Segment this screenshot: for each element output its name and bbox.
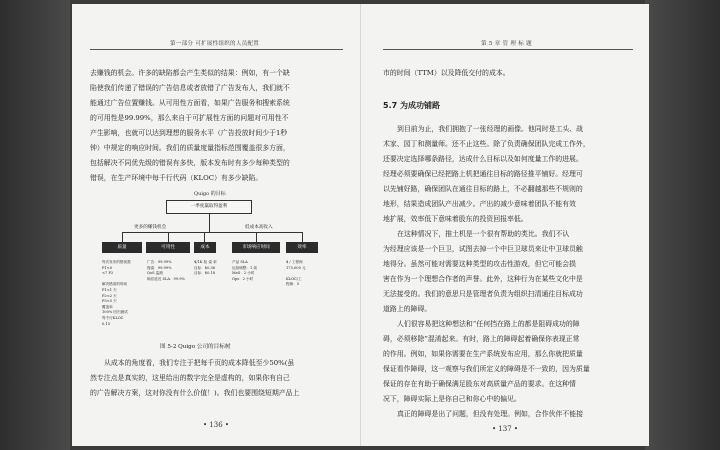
- group-label-more-chances: 更多的赚钱机会: [134, 225, 167, 230]
- text-line: 在这种情况下，推土机是一个很有帮助的类比。我们不认: [397, 230, 570, 238]
- left-header-rule: [90, 49, 343, 50]
- text-line: 保证的存在有助于确保满足股东对高质量产品的要求。在这种情: [383, 380, 576, 388]
- node-efficiency: 效率: [286, 242, 318, 253]
- text-line: 道路上的障碍。: [383, 305, 432, 313]
- text-line: 错误，在生产环境中每千行代码（KLOC）有多少缺陷。: [90, 174, 263, 182]
- figure-title: Quigo 的目标: [194, 191, 226, 197]
- text-line: 从成本的角度看，我们专注于把每千页的成本降低至少50%(虽: [104, 359, 295, 367]
- text-line: 经理必须要确保已经把路上机把通往目标的路径推平铺好。经理可: [383, 170, 583, 178]
- text-line: 市的时间（TTM）以及降低交付的成本。: [383, 69, 510, 77]
- text-line: 包括解决不同优先级的错误有多快，版本发布时有多少每种类型的: [90, 159, 290, 167]
- right-page-number: • 137 •: [491, 425, 519, 433]
- node-time-to-market: 市场响应时间: [232, 242, 280, 253]
- connector-line: [122, 232, 302, 233]
- text-line: 地形，结果造成团队产出减少。产出的减少意味着团队不能有效: [383, 200, 576, 208]
- detail-cost: $/1K 检 索 率 目标：$0.36 目标：$0.18: [194, 260, 217, 276]
- node-quality: 质量: [102, 242, 142, 253]
- figure-caption: 图 5-2 Quigo 公司的目标树: [160, 344, 231, 350]
- text-line: 能通过广告位置赚钱。从可用性方面看，如果广告服务和搜索系统: [90, 99, 290, 107]
- text-line: 以先铺好路，确保团队在通往目标的路上，不必翻越那些不规则的: [383, 185, 583, 193]
- viewer-background-right: [645, 0, 720, 450]
- node-availability: 可用性: [146, 242, 190, 253]
- connector-line: [122, 232, 123, 242]
- right-header-rule: [383, 49, 633, 50]
- text-line: 地扩展，效率低下意味着股东的投资回报率低。: [383, 215, 528, 223]
- text-line: 钟）中规定的响应时间。我们的质量度量指标范围覆盖很多方面，: [90, 144, 290, 152]
- left-running-header: 第一部分 可扩展性组织的人员配置: [170, 41, 260, 47]
- group-label-low-cost: 低成本高收入: [245, 225, 273, 230]
- section-title: 5.7 为成功铺路: [383, 101, 440, 110]
- right-running-header: 第 5 章 管 理 标 题: [481, 41, 532, 47]
- viewer-background-left: [0, 0, 70, 450]
- text-line: 况下，障碍实际上是你自己和你心中的偏见。: [383, 395, 521, 403]
- detail-availability: 广告：99.99% 搜索：99.99% QoS 监测 响应延迟 SLA：99.9%: [147, 260, 185, 281]
- text-line: 害在作为一个理想合作者的声誉。此外，这种行为在某些文化中是: [383, 275, 583, 283]
- text-line: 还要决定选择哪条路径，达成什么目标以及如何度量工作的进展。: [383, 155, 583, 163]
- text-line: 的广告解决方案，这对你没有什么价值！)。我们也要围绕短期产品上: [90, 389, 300, 397]
- connector-line: [204, 232, 205, 242]
- text-line: 去赚钱的机会。许多的缺陷都会产生类似的结果：例如，有一个缺: [90, 69, 290, 77]
- text-line: 人们很容易把这种想法和“任何挡在路上的都是阻碍成功的障: [397, 320, 580, 328]
- text-line: 地得分。虽然可能对需要这种类型的攻击性游戏，但它可能会损: [383, 260, 576, 268]
- detail-time-to-market: 产品 SLA 运营调整：1 周 MeS：2 小时 Ops：2 小时: [232, 260, 257, 281]
- text-line: 术家、园丁和测量师。还不止这些。除了负责确保团队完成工作外，: [383, 140, 590, 148]
- connector-line: [256, 232, 257, 242]
- text-line: 保证看作障碍，这一观察与我们所定义的障碍是不一致的，因为质量: [383, 365, 590, 373]
- text-line: 的作用。例如，如果你需要在生产系统发布应用，那么你就把质量: [383, 350, 583, 358]
- detail-quality: 每次发布的错误数 P1<0 <7 P2 解决错误的时间 P1<1 天 P2<2 天 P3<5 天 覆盖率 100% 回归测试 每千行KLOC 0.15: [102, 260, 131, 326]
- connector-line: [209, 214, 210, 232]
- left-page-number: • 136 •: [202, 421, 230, 429]
- text-line: 为经理应该是一个巨卫，试图去掉一个中巨卫球员来让中卫球员触: [383, 245, 583, 253]
- detail-efficiency: $ / 工程师 175,000 元 KLOC/工 程师：5: [286, 260, 306, 287]
- connector-line: [302, 232, 303, 242]
- text-line: 无法接受的。我们的意思只是管理者负责为组织扫清通往目标成功: [383, 290, 583, 298]
- right-page: [360, 4, 649, 446]
- connector-line: [168, 232, 169, 242]
- text-line: 碍，必须移除”混淆起来。有时，路上的障碍起着确保你表现正常: [383, 335, 580, 343]
- root-goal-box: 一季度赢取得盈利: [166, 200, 252, 214]
- node-cost: 成本: [194, 242, 216, 253]
- text-line: 的可用性是99.99%，那么来自于可扩展性方面的问题对可用性不: [90, 114, 289, 122]
- text-line: 真正的障碍是出了问题，但没有处理。例如，合作伙伴不能接: [397, 410, 584, 418]
- text-line: 然专注点是真实的，这里给出的数字完全是虚构的，如果你有自己: [90, 374, 290, 382]
- text-line: 到目前为止，我们拥抱了一张经理的画像。他同时是工头、战: [397, 125, 584, 133]
- text-line: 陷使我们传递了错误的广告信息或者放错了广告发布人，我们就不: [90, 84, 290, 92]
- text-line: 产生影响，也就可以达到理想的服务水平（广告投放时间少于1秒: [90, 129, 288, 137]
- left-page: [72, 4, 360, 446]
